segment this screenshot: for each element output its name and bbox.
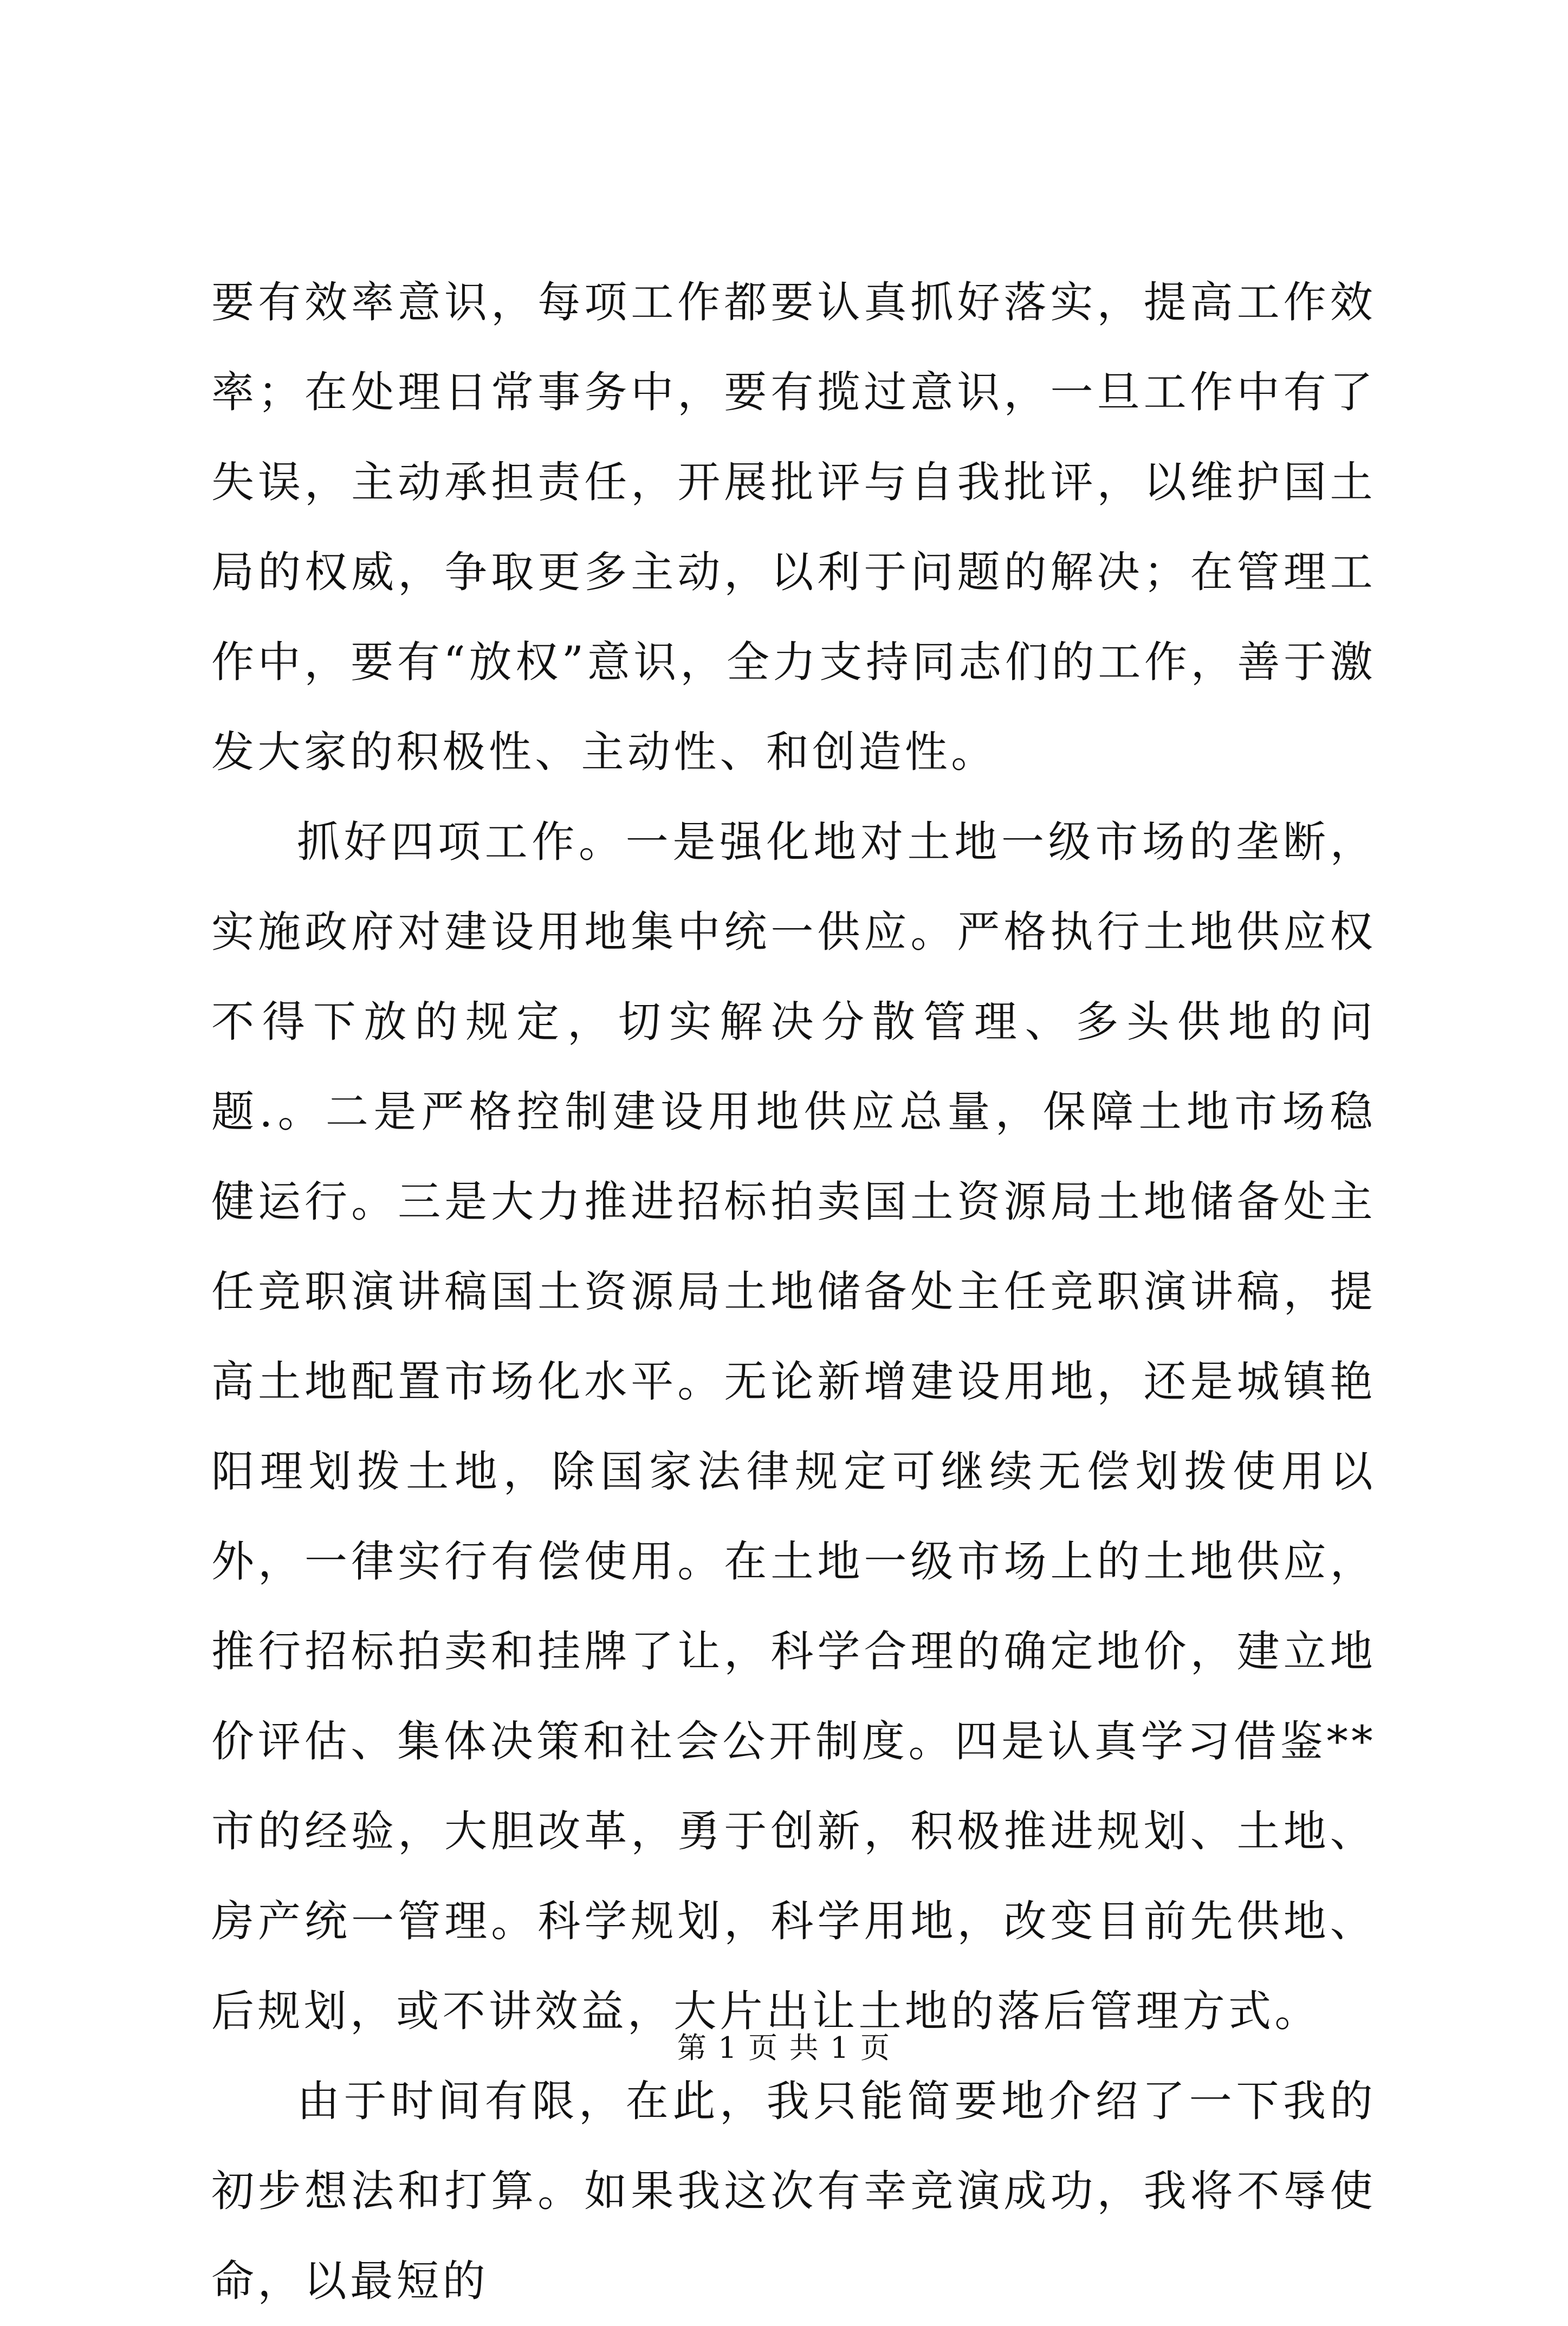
paragraph-1: 要有效率意识，每项工作都要认真抓好落实，提高工作效率；在处理日常事务中，要有揽过意识，一旦工作中有了失误，主动承担责任，开展批评与自我批评，以维护国土局的权威，争取更多主动，以利于问题的解决；在管理工作中，要有“放权”意识，全力支持同志们的工作，善于激发大家的积极性、主动性、和创造性。 <box>211 277 1376 777</box>
paragraph-2: 抓好四项工作。一是强化地对土地一级市场的垄断，实施政府对建设用地集中统一供应。严格执行土地供应权不得下放的规定，切实解决分散管理、多头供地的问题.。二是严格控制建设用地供应总量，保障土地市场稳健运行。三是大力推进招标拍卖国土资源局土地储备处主任竞职演讲稿国土资源局土地储备处主任竞职演讲稿，提高土地配置市场化水平。无论新增建设用地，还是城镇艳阳理划拨土地，除国家法律规定可继续无偿划拨使用以外，一律实行有偿使用。在土地一级市场上的土地供应，推行招标拍卖和挂牌了让，科学合理的确定地价，建立地价评估、集体决策和社会公开制度。四是认真学习借鉴**市的经验，大胆改革，勇于创新，积极推进规划、土地、房产统一管理。科学规划，科学用地，改变目前先供地、后规划，或不讲效益，大片出让土地的落后管理方式。 <box>211 817 1376 2036</box>
document-body <box>211 257 1376 2326</box>
paragraph-3: 由于时间有限，在此，我只能简要地介绍了一下我的初步想法和打算。如果我这次有幸竞演成功，我将不辱使命，以最短的 <box>211 2076 1376 2306</box>
page-footer: 第 1 页 共 1 页 <box>677 2031 891 2065</box>
